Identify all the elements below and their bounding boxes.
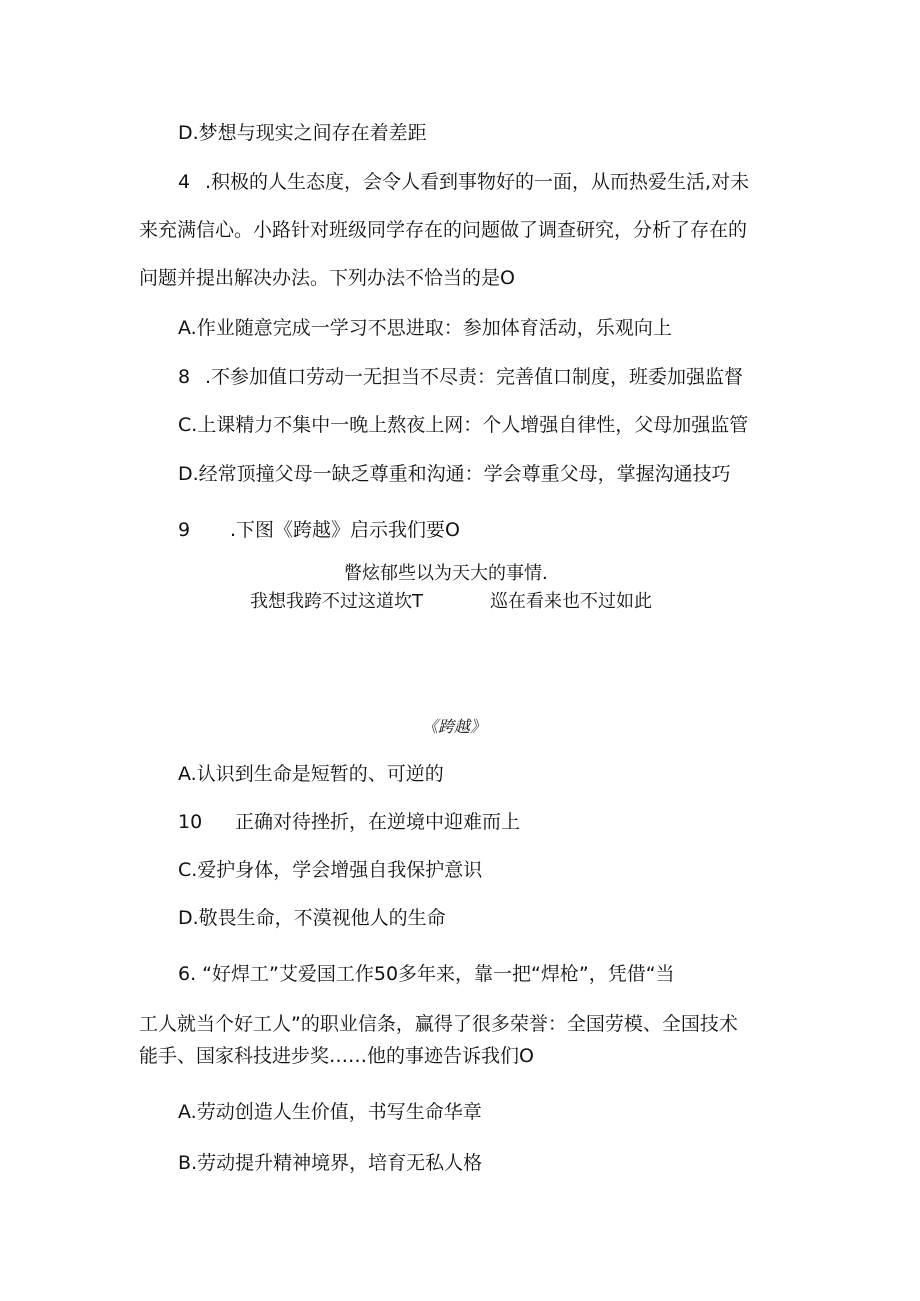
figure-text-line-2a: 我想我跨不过这道坎T (250, 591, 423, 612)
crossing-figure (240, 556, 700, 736)
q3-option-d: D.梦想与现实之间存在着差距 (178, 122, 427, 144)
q6-option-a: A.劳动创造人生价值，书写生命华章 (178, 1101, 482, 1123)
q5-stem: .下图《跨越》启示我们要O (230, 519, 460, 541)
q6-option-b: B.劳动提升精神境界，培育无私人格 (178, 1152, 483, 1174)
q4-option-b: .不参加值口劳动一无担当不尽责：完善值口制度，班委加强监督 (205, 366, 744, 388)
q4-stem-line-1: .积极的人生态度，会令人看到事物好的一面，从而热爱生活,对未 (205, 171, 750, 193)
q4-stem-line-3: 问题并提出解决办法。下列办法不恰当的是O (139, 267, 515, 289)
q5-option-b-number: 10 (178, 811, 203, 833)
q6-stem-line-3: 能手、国家科技进步奖……他的事迹告诉我们O (139, 1045, 534, 1067)
q4-option-c: C.上课精力不集中一晚上熬夜上网：个人增强自律性，父母加强监管 (178, 414, 749, 436)
figure-caption: 《跨越》 (422, 717, 487, 736)
q6-stem-line-2: 工人就当个好工人”的职业信条，赢得了很多荣誉：全国劳模、全国技术 (139, 1013, 738, 1035)
q4-number: 4 (178, 171, 191, 193)
q4-stem-line-2: 来充满信心。小路针对班级同学存在的问题做了调查研究，分析了存在的 (139, 219, 748, 241)
q6-stem-line-1: 6. “好焊工”艾爱国工作50多年来，靠一把“焊枪”，凭借“当 (178, 963, 675, 985)
figure-text-line-1: 瞥炫郁些以为天大的事情. (344, 563, 548, 584)
q5-option-a: A.认识到生命是短暂的、可逆的 (178, 763, 444, 785)
q4-option-d: D.经常顶撞父母一缺乏尊重和沟通：学会尊重父母，掌握沟通技巧 (178, 463, 731, 485)
q5-option-d: D.敬畏生命，不漠视他人的生命 (178, 907, 446, 929)
q5-option-c: C.爱护身体，学会增强自我保护意识 (178, 859, 483, 881)
q4-option-b-number: 8 (178, 366, 191, 388)
figure-text-line-2b: 巡在看来也不过如此 (490, 591, 652, 612)
q5-option-b: 正确对待挫折，在逆境中迎难而上 (235, 811, 521, 833)
q4-option-a: A.作业随意完成一学习不思进取：参加体育活动，乐观向上 (178, 317, 672, 339)
q5-number: 9 (178, 519, 191, 541)
